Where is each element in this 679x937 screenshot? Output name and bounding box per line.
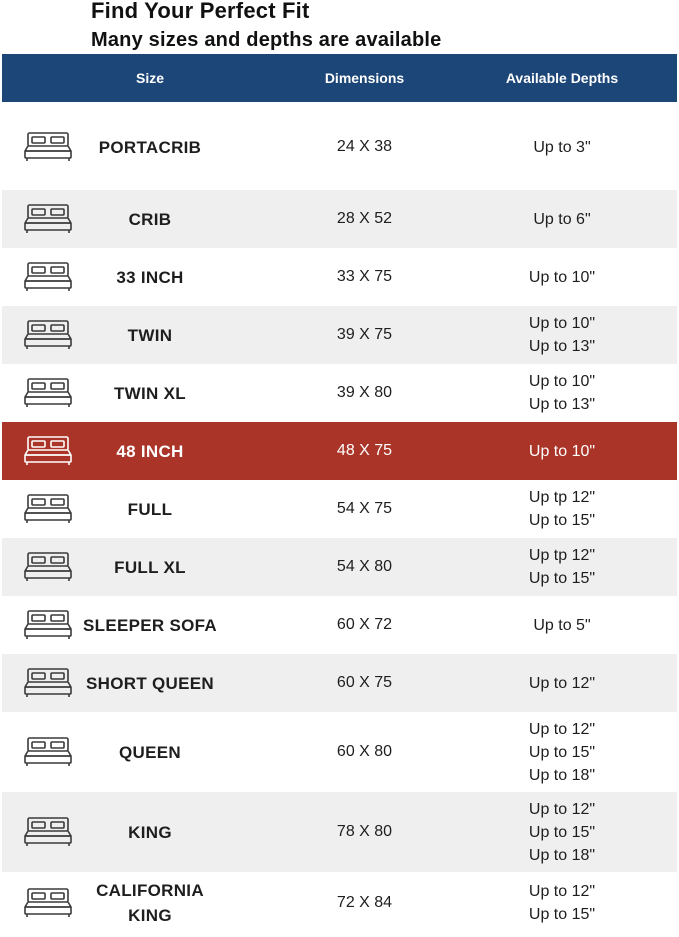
table-row — [2, 422, 677, 480]
depths-cell — [472, 480, 652, 538]
depth-value: Up to 12" — [528, 720, 596, 738]
table-row — [2, 792, 677, 872]
size-label: CRIB — [128, 209, 172, 229]
dimensions-cell: 60 X 80 — [336, 743, 393, 760]
depth-value: Up to 18" — [528, 766, 596, 784]
depths-cell — [472, 248, 652, 306]
size-cell — [80, 538, 220, 596]
size-label: SLEEPER SOFA — [83, 615, 217, 635]
depth-value: Up tp 12" — [528, 489, 596, 506]
column-header-dimensions: Dimensions — [324, 70, 405, 86]
table-row — [2, 104, 677, 190]
size-cell — [80, 712, 220, 792]
table-row — [2, 538, 677, 596]
size-label: CALIFORNIA KING — [96, 881, 204, 925]
dimensions-cell: 24 X 38 — [336, 138, 393, 155]
bed-icon — [20, 792, 76, 872]
size-label: PORTACRIB — [98, 137, 202, 157]
table-header — [2, 54, 677, 102]
table-row — [2, 872, 677, 934]
size-table — [2, 104, 677, 934]
dimensions-cell: 78 X 80 — [336, 823, 393, 840]
table-row — [2, 248, 677, 306]
depth-value: Up to 10" — [528, 442, 596, 460]
depths-cell — [472, 538, 652, 596]
bed-icon — [20, 596, 76, 654]
size-label: SHORT QUEEN — [86, 673, 214, 693]
depth-value: Up to 6" — [533, 210, 591, 228]
dimensions-cell: 39 X 75 — [336, 326, 393, 343]
size-label: 33 INCH — [116, 267, 184, 287]
bed-icon — [20, 248, 76, 306]
depth-value: Up to 15" — [528, 906, 596, 923]
dimensions-cell: 60 X 72 — [336, 616, 393, 633]
bed-icon — [20, 190, 76, 248]
depth-value: Up to 15" — [528, 512, 596, 529]
table-row — [2, 596, 677, 654]
table-row — [2, 480, 677, 538]
column-header-depths: Available Depths — [505, 70, 619, 86]
depths-cell — [472, 792, 652, 872]
size-label: 48 INCH — [116, 441, 184, 461]
size-cell — [80, 654, 220, 712]
depths-cell — [472, 306, 652, 364]
depth-value: Up to 3" — [533, 138, 591, 156]
depth-value: Up to 12" — [528, 883, 596, 900]
depths-cell — [472, 872, 652, 934]
depth-value: Up to 10" — [528, 373, 596, 390]
dimensions-cell: 28 X 52 — [336, 210, 393, 227]
dimensions-cell: 54 X 80 — [336, 558, 393, 575]
bed-icon — [20, 422, 76, 480]
depths-cell — [472, 596, 652, 654]
size-cell — [80, 872, 220, 934]
page-subtitle: Many sizes and depths are available — [91, 29, 442, 51]
size-cell — [80, 364, 220, 422]
size-cell — [80, 104, 220, 190]
bed-icon — [20, 364, 76, 422]
table-row — [2, 306, 677, 364]
depths-cell — [472, 422, 652, 480]
bed-icon — [20, 654, 76, 712]
column-header-size: Size — [135, 70, 164, 86]
bed-icon — [20, 104, 76, 190]
dimensions-cell: 60 X 75 — [336, 674, 393, 691]
table-row — [2, 364, 677, 422]
size-cell — [80, 596, 220, 654]
bed-icon — [20, 306, 76, 364]
dimensions-cell: 33 X 75 — [336, 268, 393, 285]
depth-value: Up to 10" — [528, 268, 596, 286]
size-label: KING — [128, 822, 172, 842]
depths-cell — [472, 104, 652, 190]
depth-value: Up to 5" — [533, 616, 591, 634]
size-cell — [80, 248, 220, 306]
size-label: FULL — [127, 499, 173, 519]
depths-cell — [472, 364, 652, 422]
dimensions-cell: 54 X 75 — [336, 500, 393, 517]
table-row — [2, 654, 677, 712]
depth-value: Up to 13" — [528, 396, 596, 413]
depths-cell — [472, 190, 652, 248]
size-label: FULL XL — [114, 557, 186, 577]
depth-value: Up tp 12" — [528, 547, 596, 564]
size-label: TWIN — [127, 325, 173, 345]
size-cell — [80, 480, 220, 538]
depth-value: Up to 10" — [528, 315, 596, 332]
depth-value: Up to 18" — [528, 846, 596, 864]
size-label: TWIN XL — [114, 383, 186, 403]
bed-icon — [20, 712, 76, 792]
dimensions-cell: 48 X 75 — [336, 442, 393, 459]
size-cell — [80, 190, 220, 248]
size-cell — [80, 422, 220, 480]
table-row — [2, 712, 677, 792]
bed-icon — [20, 480, 76, 538]
bed-icon — [20, 538, 76, 596]
depth-value: Up to 15" — [528, 570, 596, 587]
depth-value: Up to 13" — [528, 338, 596, 355]
depths-cell — [472, 654, 652, 712]
depth-value: Up to 12" — [528, 674, 596, 692]
size-label: QUEEN — [119, 742, 181, 762]
dimensions-cell: 39 X 80 — [336, 384, 393, 401]
depth-value: Up to 15" — [528, 743, 596, 761]
depths-cell — [472, 712, 652, 792]
table-row — [2, 190, 677, 248]
depth-value: Up to 12" — [528, 800, 596, 818]
bed-icon — [20, 872, 76, 934]
size-cell — [80, 306, 220, 364]
size-cell — [80, 792, 220, 872]
dimensions-cell: 72 X 84 — [336, 894, 393, 911]
depth-value: Up to 15" — [528, 823, 596, 841]
page-title: Find Your Perfect Fit — [91, 0, 310, 23]
